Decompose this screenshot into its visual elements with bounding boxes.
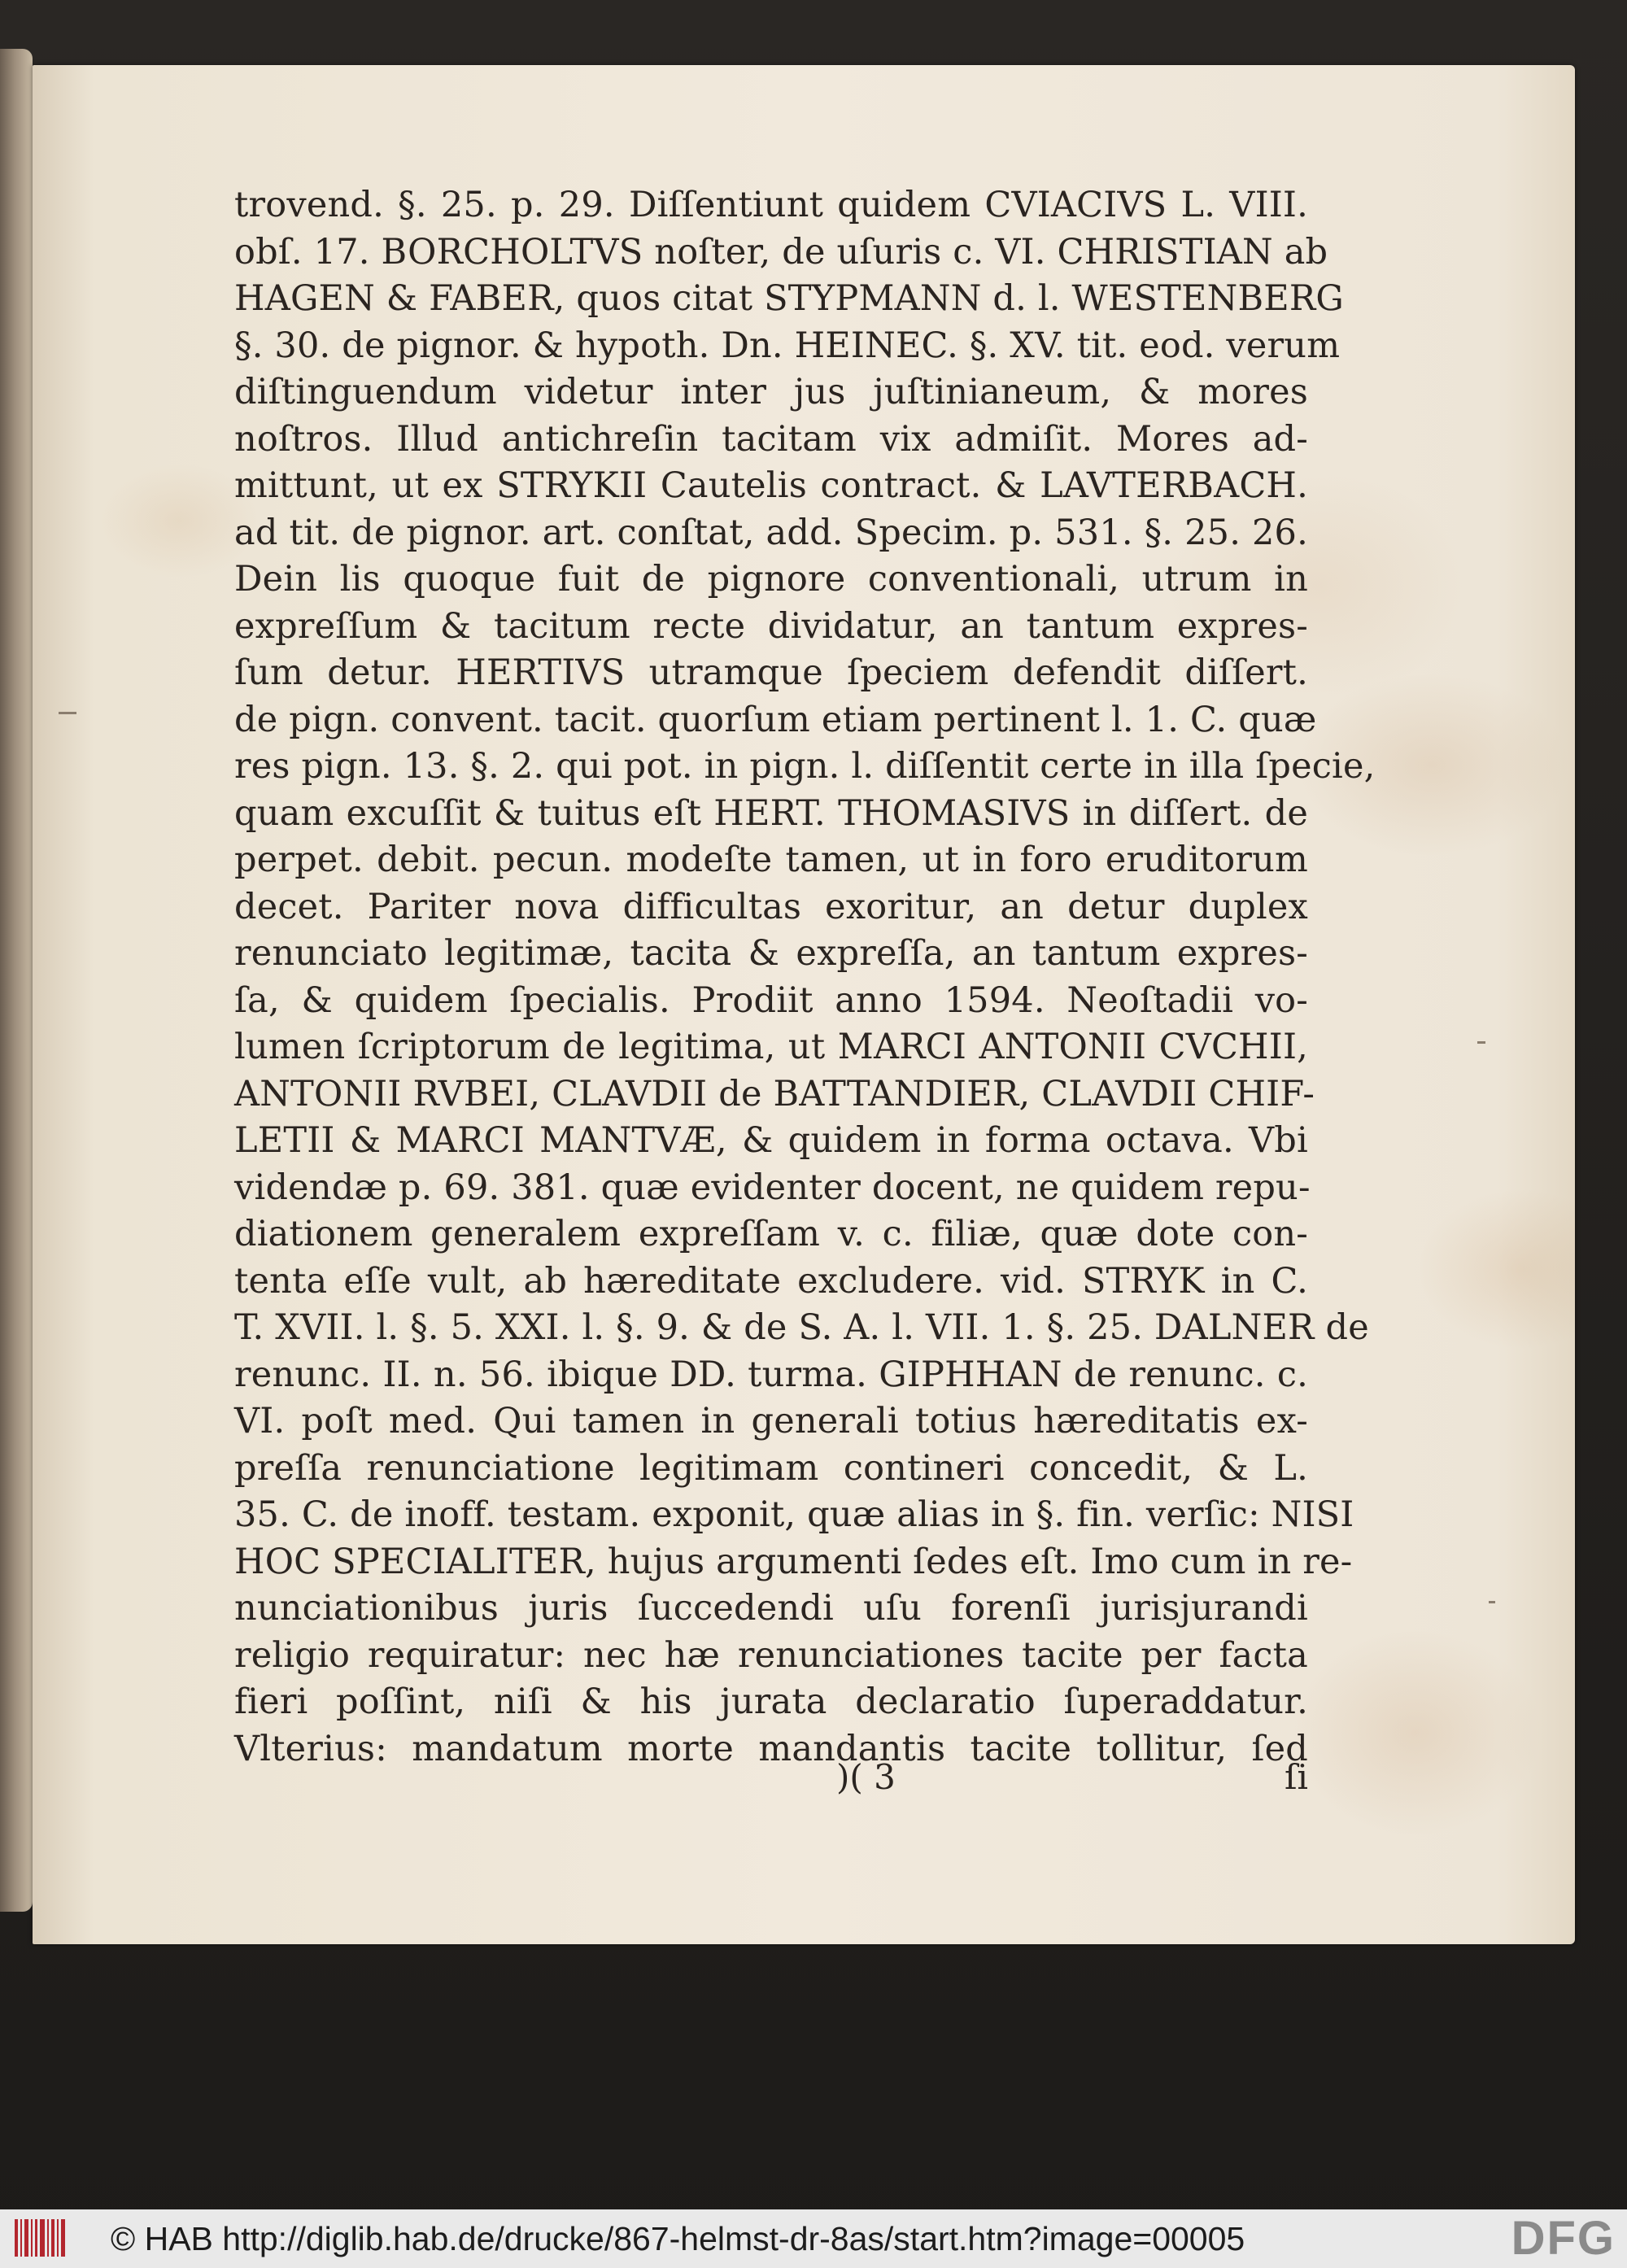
text-line: HAGEN & FABER, quos citat STYPMANN d. l. WESTENBERG <box>234 278 1344 319</box>
text-line: renunc. II. n. 56. ibique DD. turma. GIPHHAN de renunc. c. <box>234 1354 1308 1395</box>
text-line: quam excuſſit & tuitus eſt HERT. THOMASIVS in diſſert. de <box>234 792 1308 834</box>
barcode-icon <box>15 2219 65 2257</box>
text-line: fieri poſſint, niſi & his jurata declaratio ſuperaddatur. <box>234 1681 1308 1722</box>
previous-page-edge <box>0 49 33 1912</box>
page-body-text <box>234 182 1376 1773</box>
text-line: §. 30. de pignor. & hypoth. Dn. HEINEC. §. XV. tit. eod. verum <box>234 325 1341 366</box>
text-line: Dein lis quoque fuit de pignore conventionali, utrum in <box>234 559 1308 600</box>
text-line: obſ. 17. BORCHOLTVS noſter, de uſuris c. VI. CHRISTIAN ab <box>234 231 1328 273</box>
text-line: preſſa renunciatione legitimam contineri concedit, & L. <box>234 1447 1308 1489</box>
text-line: res pign. 13. §. 2. qui pot. in pign. l. diſſentit certe in illa ſpecie, <box>234 746 1376 787</box>
copyright-url-link[interactable]: © HAB http://diglib.hab.de/drucke/867-helmst-dr-8as/start.htm?image=00005 <box>111 2220 1245 2257</box>
text-line: diationem generalem expreſſam v. c. filiæ, quæ dote con- <box>234 1214 1308 1254</box>
text-line: trovend. §. 25. p. 29. Diſſentiunt quidem CVIACIVS L. VIII. <box>234 185 1308 225</box>
text-line: mittunt, ut ex STRYKII Cautelis contract. & LAVTERBACH. <box>234 465 1308 506</box>
text-line: decet. Pariter nova difficultas exoritur, an detur duplex <box>234 886 1308 927</box>
viewer-footer-bar <box>0 2209 1627 2268</box>
text-line: nunciationibus juris ſuccedendi uſu forenſi jurisjurandi <box>234 1588 1308 1629</box>
text-line: videndæ p. 69. 381. quæ evidenter docent, ne quidem repu- <box>234 1167 1311 1208</box>
text-line: VI. poſt med. Qui tamen in generali totius hæreditatis ex- <box>234 1401 1308 1441</box>
text-line: ſum detur. HERTIVS utramque ſpeciem defendit diſſert. <box>234 652 1308 693</box>
margin-mark <box>1489 1601 1495 1603</box>
text-line: ad tit. de pignor. art. conſtat, add. Specim. p. 531. §. 25. 26. <box>234 512 1308 553</box>
text-line: Vlterius: mandatum morte mandantis tacite tollitur, ſed <box>234 1728 1308 1769</box>
text-line: lumen ſcriptorum de legitima, ut MARCI ANTONII CVCHII, <box>234 1027 1308 1067</box>
catchword: ſi <box>1285 1757 1308 1797</box>
text-line: ſa, & quidem ſpecialis. Prodiit anno 1594. Neoſtadii vo- <box>234 979 1308 1021</box>
text-line: HOC SPECIALITER, hujus argumenti ſedes eſt. Imo cum in re- <box>234 1541 1353 1582</box>
page-footer <box>234 1757 1308 1806</box>
signature-mark: )( 3 <box>836 1757 896 1797</box>
dfg-logo: DFG <box>1511 2212 1616 2265</box>
text-line: diſtinguendum videtur inter jus juſtinianeum, & mores <box>234 372 1308 412</box>
text-line: ANTONII RVBEI, CLAVDII de BATTANDIER, CLAVDII CHIF- <box>234 1073 1315 1114</box>
text-line: de pign. convent. tacit. quorſum etiam pertinent l. 1. C. quæ <box>234 699 1317 740</box>
text-line: perpet. debit. pecun. modeſte tamen, ut in foro eruditorum <box>234 840 1308 880</box>
margin-mark <box>1477 1041 1485 1044</box>
text-line: expreſſum & tacitum recte dividatur, an tantum expres- <box>234 605 1308 647</box>
text-line: LETII & MARCI MANTVÆ, & quidem in forma octava. Vbi <box>234 1120 1308 1161</box>
margin-mark <box>59 712 76 714</box>
text-line: religio requiratur: nec hæ renunciationes tacite per facta <box>234 1634 1308 1676</box>
text-line: renunciato legitimæ, tacita & expreſſa, an tantum expres- <box>234 933 1308 974</box>
text-line: T. XVII. l. §. 5. XXI. l. §. 9. & de S. A. l. VII. 1. §. 25. DALNER de <box>234 1307 1369 1348</box>
text-line: tenta eſſe vult, ab hæreditate excludere. vid. STRYK in C. <box>234 1260 1308 1302</box>
text-line: noſtros. Illud antichreſin tacitam vix admiſit. Mores ad- <box>234 418 1308 460</box>
text-line: 35. C. de inoff. testam. exponit, quæ alias in §. fin. verſic: NISI <box>234 1494 1354 1535</box>
